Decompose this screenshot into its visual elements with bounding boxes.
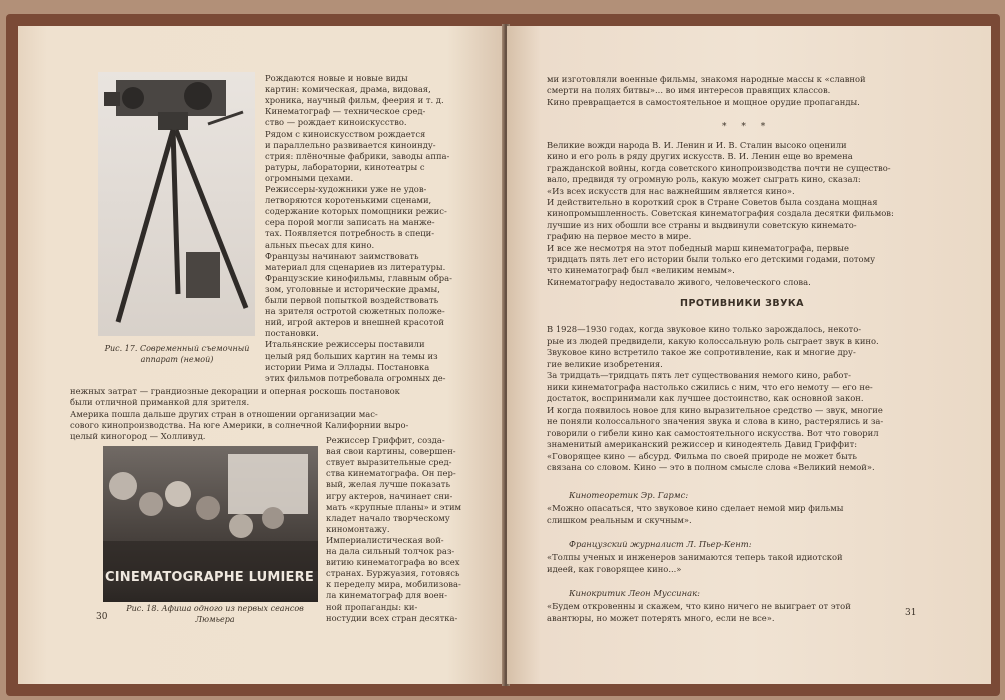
text-line: гражданской войны, когда советского кинопроизводства почти не существо- — [547, 162, 891, 173]
tripod-camera-icon — [98, 72, 255, 336]
text-line: стрия: плёночные фабрики, заводы аппа- — [265, 150, 450, 161]
figure-17-caption: Рис. 17. Современный съемочный аппарат (немой) — [104, 344, 250, 364]
text-line: были отличной приманкой для зрителя. — [70, 397, 250, 408]
text-line: «Толпы ученых и инженеров занимаются теперь такой идиотской — [547, 552, 843, 562]
text-line: За тридцать—тридцать пять лет существования немого кино, работ- — [547, 370, 851, 380]
text-line: нежных затрат — грандиозные декорации и оперная роскошь постановок — [70, 386, 400, 396]
text-line: не поняли колоссального значения звука и слова в кино, растерялись и за- — [547, 416, 884, 426]
text-line: смерти на полях битвы»... во имя интересов правящих классов. — [547, 85, 831, 96]
text-line: связана со словом. Кино — это в полном смысле слова «Великий немой». — [547, 462, 875, 472]
text-line: ники кинематографа настолько сжились с ним, что его немоту — его не- — [547, 381, 873, 392]
section-heading: ПРОТИВНИКИ ЗВУКА — [680, 298, 805, 309]
text-line: сового кинопроизводства. На юге Америки, в солнечной Калифорнии выро- — [70, 419, 409, 430]
text-line: игру актеров, начинает сни- — [326, 490, 453, 501]
text-line: тах. Появляется потребность в специ- — [265, 228, 435, 239]
page-number-right: 31 — [905, 608, 917, 618]
text-line: Кино превращается в самостоятельное и мощное орудие пропаганды. — [547, 96, 860, 107]
text-line: вая свои картины, совершен- — [326, 446, 456, 457]
text-line: Режиссер Гриффит, созда- — [326, 435, 445, 445]
text-line: ства кинематографа. Он пер- — [326, 468, 456, 479]
text-line: гие великие изобретения. — [547, 358, 663, 369]
text-line: Америка пошла дальше других стран в отношении организации мас- — [70, 408, 378, 419]
text-line: вало, предвидя ту огромную роль, какую может сыграть кино, сказал: — [547, 174, 861, 185]
text-line: сера порой могли записать на манже- — [265, 217, 435, 228]
text-line: огромными цехами. — [265, 172, 354, 183]
text-line: целый ряд больших картин на темы из — [265, 350, 438, 361]
text-line: авантюры, но может потерять много, если не все». — [547, 612, 775, 623]
text-line: ратуры, лаборатории, кинотеатры с — [265, 161, 425, 172]
text-line: на зрителя остротой сюжетных положе- — [265, 306, 445, 317]
text-line: что кинематограф был «великим немым». — [547, 265, 735, 276]
camera-photo — [98, 72, 255, 336]
text-line: картин: комическая, драма, видовая, — [265, 84, 431, 95]
text-line: зом, уголовные и исторические драмы, — [265, 283, 440, 294]
text-line: Рождаются новые и новые виды — [265, 73, 408, 83]
text-line: Рядом с киноискусством рождается — [265, 128, 426, 139]
text-line: графию на первое место в мире. — [547, 231, 692, 242]
text-line: этих фильмов потребовала огромных де- — [265, 372, 446, 383]
text-line: Кинематографу недоставало живого, человеческого слова. — [547, 276, 811, 287]
text-line: кино и его роль в ряду других искусств. В. И. Ленин еще во времена — [547, 151, 853, 162]
text-line: летворяются коротенькими сценами, — [265, 195, 432, 206]
text-line: Режиссеры-художники уже не удов- — [265, 184, 427, 194]
text-line: И когда появилось новое для кино выразительное средство — звук, многие — [547, 404, 883, 415]
text-line: Французы начинают заимствовать — [265, 250, 419, 261]
text-line: вый, желая лучше показать — [326, 479, 451, 490]
text-line: ство — рождает киноискусство. — [265, 117, 407, 128]
text-line: Французские кинофильмы, главным обра- — [265, 272, 452, 283]
text-line: ностудии всех стран десятка- — [326, 612, 458, 623]
text-line: альных пьесах для кино. — [265, 239, 375, 250]
lumiere-poster — [103, 446, 318, 602]
section-separator: * * * — [722, 122, 772, 132]
page-number-left: 30 — [96, 612, 108, 622]
text-line: целый киногород — Холливуд. — [70, 431, 206, 442]
text-line: Итальянские режиссеры поставили — [265, 339, 425, 350]
text-line: достаток, воспринимали как лучшее достоинство, как основной закон. — [547, 393, 864, 403]
text-line: витию кинематографа во всех — [326, 557, 460, 568]
text-line: кладет начало творческому — [326, 512, 450, 523]
text-line: говорили о гибели кино как самостоятельного искусства. Вот что говорил — [547, 427, 879, 438]
text-line: Империалистическая вой- — [326, 534, 444, 545]
figure-18-caption: Рис. 18. Афиша одного из первых сеансов Люмьера — [126, 604, 304, 624]
text-line: И действительно в короткий срок в Стране Советов была создана мощная — [547, 197, 878, 207]
text-line: Великие вожди народа В. И. Ленин и И. В. Сталин высоко оценили — [547, 140, 847, 150]
text-line: материал для сценариев из литературы. — [265, 261, 446, 272]
text-line: «Из всех искусств для нас важнейшим является кино». — [547, 185, 795, 196]
text-line: идеей, как говорящее кино...» — [547, 563, 682, 574]
text-line: «Говорящее кино — абсурд. Фильма по своей природе не может быть — [547, 450, 857, 461]
text-line: слишком реальным и скучным». — [547, 514, 692, 525]
text-line: Кинематограф — техническое сред- — [265, 106, 426, 117]
text-line: хроника, научный фильм, феерия и т. д. — [265, 95, 444, 106]
text-line: знаменитый американский режиссер и кинодеятель Давид Гриффит: — [547, 439, 858, 449]
text-line: И все же несмотря на этот победный марш кинематографа, первые — [547, 242, 849, 253]
right-page — [507, 26, 991, 684]
text-line: тридцать пять лет его истории были только его детскими годами, потому — [547, 254, 876, 264]
text-line: и параллельно развивается киноинду- — [265, 139, 436, 150]
quote1-author: Кинотеоретик Эр. Гармс: — [569, 490, 689, 500]
text-line: киномонтажу. — [326, 523, 390, 534]
text-line: «Будем откровенны и скажем, что кино ничего не выиграет от этой — [547, 601, 851, 611]
text-line: В 1928—1930 годах, когда звуковое кино только зарождалось, некото- — [547, 324, 862, 334]
text-line: лучшие из них обошли все страны и выдвинули советскую кинемато- — [547, 219, 857, 230]
text-line: рые из людей предвидели, какую колоссальную роль сыграет звук в кино. — [547, 335, 879, 346]
text-line: к переделу мира, мобилизова- — [326, 579, 461, 590]
quote2-author: Французский журналист Л. Пьер-Кент: — [569, 539, 752, 549]
text-line: ла кинематограф для воен- — [326, 590, 448, 601]
text-line: ний, игрой актеров и внешней красотой — [265, 317, 444, 328]
text-line: истории Рима и Эллады. Постановка — [265, 361, 430, 372]
text-line: были первой попыткой воздействовать — [265, 295, 439, 305]
text-line: кинопромышленность. Советская кинематография создала десятки фильмов: — [547, 208, 894, 219]
text-line: на дала сильный толчок раз- — [326, 546, 455, 556]
text-line: странах. Буржуазия, готовясь — [326, 568, 460, 579]
text-line: ной пропаганды: ки- — [326, 601, 418, 612]
text-line: постановки. — [265, 328, 319, 339]
text-line: Звуковое кино встретило такое же сопротивление, как и многие дру- — [547, 347, 856, 357]
text-line: мать «крупные планы» и этим — [326, 501, 462, 512]
text-line: «Можно опасаться, что звуковое кино сделает немой мир фильмы — [547, 503, 844, 513]
text-line: содержание которых помощники режис- — [265, 206, 447, 217]
text-line: ствует выразительные сред- — [326, 457, 452, 468]
quote3-author: Кинокритик Леон Муссинак: — [569, 588, 700, 598]
poster-title: CINEMATOGRAPHE LUMIERE — [105, 570, 314, 585]
text-line: ми изготовляли военные фильмы, знакомя народные массы к «славной — [547, 74, 866, 84]
left-page — [18, 26, 505, 684]
